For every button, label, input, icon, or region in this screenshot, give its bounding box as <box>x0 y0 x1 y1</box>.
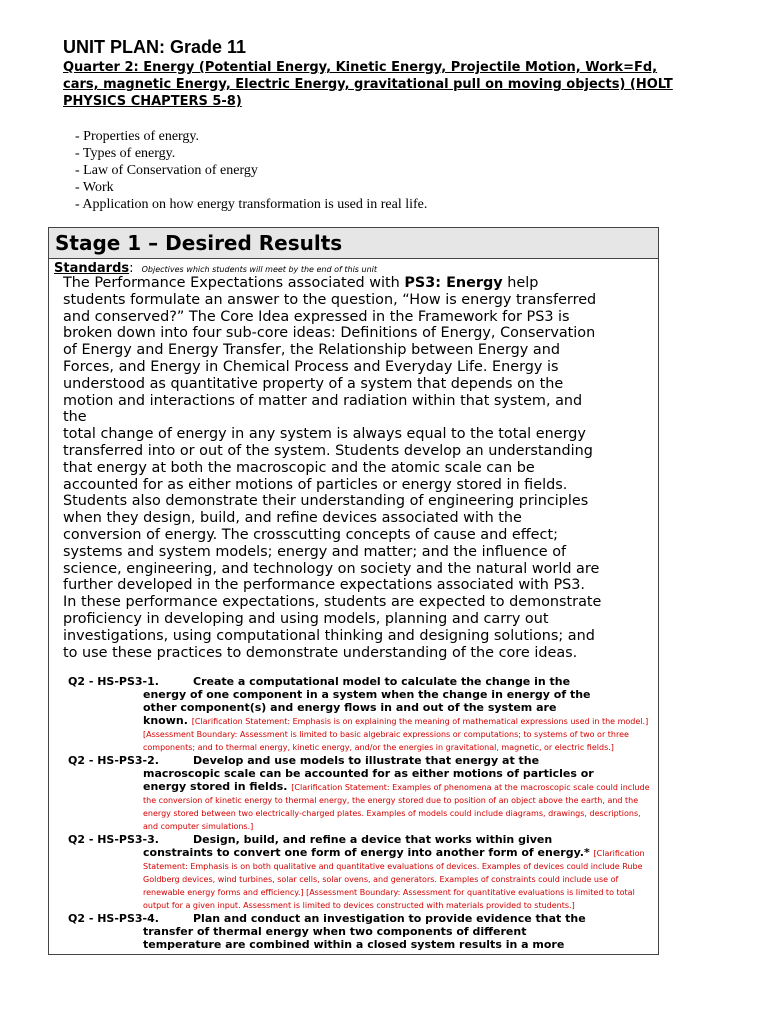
paragraph-text: proficiency in developing and using models, planning and carry out <box>63 610 549 627</box>
standard-title-line <box>143 688 650 701</box>
paragraph-text: transferred into or out of the system. Students develop an understanding <box>63 442 593 459</box>
standard-title-line <box>143 675 650 688</box>
standard-item <box>68 912 650 951</box>
standard-code: Q2 - HS-PS3-3. <box>68 833 159 847</box>
topics-list <box>75 128 427 213</box>
standard-title-text: constraints to convert one form of energy into another form of energy.* <box>143 846 590 860</box>
standard-title-line <box>143 714 650 753</box>
standard-title-line <box>143 846 650 911</box>
paragraph-line <box>63 611 658 628</box>
standard-title-line <box>143 754 650 767</box>
standard-title-line <box>143 780 650 832</box>
paragraph-line <box>63 309 658 326</box>
paragraph-line <box>63 409 658 426</box>
standard-title-text: Design, build, and refine a device that works within given <box>193 833 553 847</box>
paragraph-line <box>63 376 658 393</box>
paragraph-line <box>63 493 658 510</box>
standard-title-text: temperature are combined within a closed system results in a more <box>143 938 565 952</box>
paragraph-line <box>63 393 658 410</box>
standard-code: Q2 - HS-PS3-2. <box>68 754 159 768</box>
paragraph-line <box>63 426 658 443</box>
paragraph-line <box>63 460 658 477</box>
paragraph-line <box>63 645 658 662</box>
standard-item <box>68 754 650 832</box>
paragraph-text: investigations, using computational thinking and designing solutions; and <box>63 627 595 644</box>
standard-title-line <box>143 701 650 714</box>
paragraph-text: help <box>502 275 539 291</box>
standard-title-text: Plan and conduct an investigation to provide evidence that the <box>193 912 586 926</box>
paragraph-line <box>63 325 658 342</box>
standards-row <box>49 259 658 275</box>
paragraph-line <box>63 510 658 527</box>
paragraph-text: motion and interactions of matter and radiation within that system, and <box>63 392 583 409</box>
paragraph-line <box>63 628 658 645</box>
quarter-subtitle: Quarter 2: Energy (Potential Energy, Kinetic Energy, Projectile Motion, Work=Fd, cars, magnetic Energy, Electric Energy, gravitational pull on moving objects) (HOLT PHYSICS CHAPTERS 5-8) <box>63 60 673 109</box>
paragraph-line <box>63 342 658 359</box>
standards-note: Objectives which students will meet by the end of this unit <box>141 265 378 274</box>
standard-title-text: energy of one component in a system when the change in energy of the <box>143 688 591 702</box>
paragraph-line <box>63 292 658 309</box>
standard-title-line <box>143 912 650 925</box>
standard-title-text: known. <box>143 714 188 728</box>
standard-title-text: macroscopic scale can be accounted for as either motions of particles or <box>143 767 594 781</box>
paragraph-text: total change of energy in any system is always equal to the total energy <box>63 426 586 443</box>
standards-colon: : <box>129 261 134 276</box>
core-idea-label: PS3: Energy <box>404 275 503 291</box>
paragraph-line <box>63 561 658 578</box>
standard-title-text: Create a computational model to calculate the change in the <box>193 675 571 689</box>
topic-item: - Work <box>75 179 427 196</box>
standard-code: Q2 - HS-PS3-4. <box>68 912 159 926</box>
topic-item: - Types of energy. <box>75 145 427 162</box>
paragraph-line <box>63 577 658 594</box>
clarification-statement: [Clarification Statement: Examples of phenomena at the macroscopic scale could include the conversion of kinetic energy to thermal energy, the energy stored due to position of an object above the earth, and the energy stored between two electrically-charged plates. Examples of models could include diagrams, drawings, descriptions, and computer simulations.] <box>143 783 650 832</box>
paragraph-text: when they design, build, and refine devices associated with the <box>63 510 522 527</box>
standard-title-line <box>143 925 650 938</box>
standard-title-line <box>143 767 650 780</box>
paragraph-text: science, engineering, and technology on society and the natural world are <box>63 560 600 577</box>
paragraph-text: understood as quantitative property of a system that depends on the <box>63 375 564 392</box>
stage1-heading: Stage 1 – Desired Results <box>49 228 658 259</box>
paragraph-text: that energy at both the macroscopic and the atomic scale can be <box>63 459 535 476</box>
stage1-section <box>48 227 659 955</box>
clarification-statement: [Clarification Statement: Emphasis is on both qualitative and quantitative evaluations of devices. Examples of devices could include Rube Goldberg devices, wind turbines, solar cells, solar ovens, and generators. Examples of constraints could include use of renewable energy forms and efficiency.] [Assessment Boundary: Assessment for quantitative evaluations is limited to total output for a given input. Assessment is limited to devices constructed with materials provided to students.] <box>143 849 645 911</box>
paragraph-text: and conserved?” The Core Idea expressed in the Framework for PS3 is <box>63 308 570 325</box>
paragraph-text: of Energy and Energy Transfer, the Relationship between Energy and <box>63 342 560 359</box>
paragraph-text: to use these practices to demonstrate understanding of the core ideas. <box>63 644 578 661</box>
topic-item: - Application on how energy transformation is used in real life. <box>75 196 427 213</box>
standard-item <box>68 833 650 911</box>
standard-item <box>68 675 650 753</box>
paragraph-text: systems and system models; energy and matter; and the influence of <box>63 543 567 560</box>
standard-title-line <box>143 833 650 846</box>
paragraph-line <box>63 477 658 494</box>
performance-expectations-paragraph <box>49 275 658 661</box>
paragraph-line <box>63 359 658 376</box>
topic-item: - Properties of energy. <box>75 128 427 145</box>
paragraph-text: broken down into four sub-core ideas: Definitions of Energy, Conservation <box>63 325 596 342</box>
paragraph-line <box>63 594 658 611</box>
paragraph-text: students formulate an answer to the question, “How is energy transferred <box>63 291 597 308</box>
paragraph-text: the <box>63 409 87 426</box>
paragraph-text: conversion of energy. The crosscutting concepts of cause and effect; <box>63 526 558 543</box>
paragraph-text: further developed in the performance expectations associated with PS3. <box>63 577 586 594</box>
paragraph-text: accounted for as either motions of particles or energy stored in fields. <box>63 476 568 493</box>
paragraph-text: In these performance expectations, students are expected to demonstrate <box>63 594 602 611</box>
paragraph-text: The Performance Expectations associated with <box>63 275 405 291</box>
standard-title-text: other component(s) and energy flows in and out of the system are <box>143 701 557 715</box>
unit-plan-title: UNIT PLAN: Grade 11 <box>63 37 247 57</box>
paragraph-line <box>63 275 658 292</box>
paragraph-text: Students also demonstrate their understanding of engineering principles <box>63 493 589 510</box>
topic-item: - Law of Conservation of energy <box>75 162 427 179</box>
paragraph-line <box>63 527 658 544</box>
paragraph-line <box>63 544 658 561</box>
standard-title-text: energy stored in fields. <box>143 780 288 794</box>
clarification-statement: [Clarification Statement: Emphasis is on explaining the meaning of mathematical expressions used in the model.] [Assessment Boundary: Assessment is limited to basic algebraic expressions or computations; to systems of two or three components; and to thermal energy, kinetic energy, and/or the energies in gravitational, magnetic, or electric fields.] <box>143 717 649 753</box>
paragraph-text: Forces, and Energy in Chemical Process and Everyday Life. Energy is <box>63 358 559 375</box>
standard-title-line <box>143 938 650 951</box>
standard-title-text: transfer of thermal energy when two components of different <box>143 925 527 939</box>
standards-list <box>49 675 658 951</box>
standards-label: Standards <box>54 261 130 276</box>
paragraph-line <box>63 443 658 460</box>
standard-code: Q2 - HS-PS3-1. <box>68 675 159 689</box>
standard-title-text: Develop and use models to illustrate that energy at the <box>193 754 540 768</box>
